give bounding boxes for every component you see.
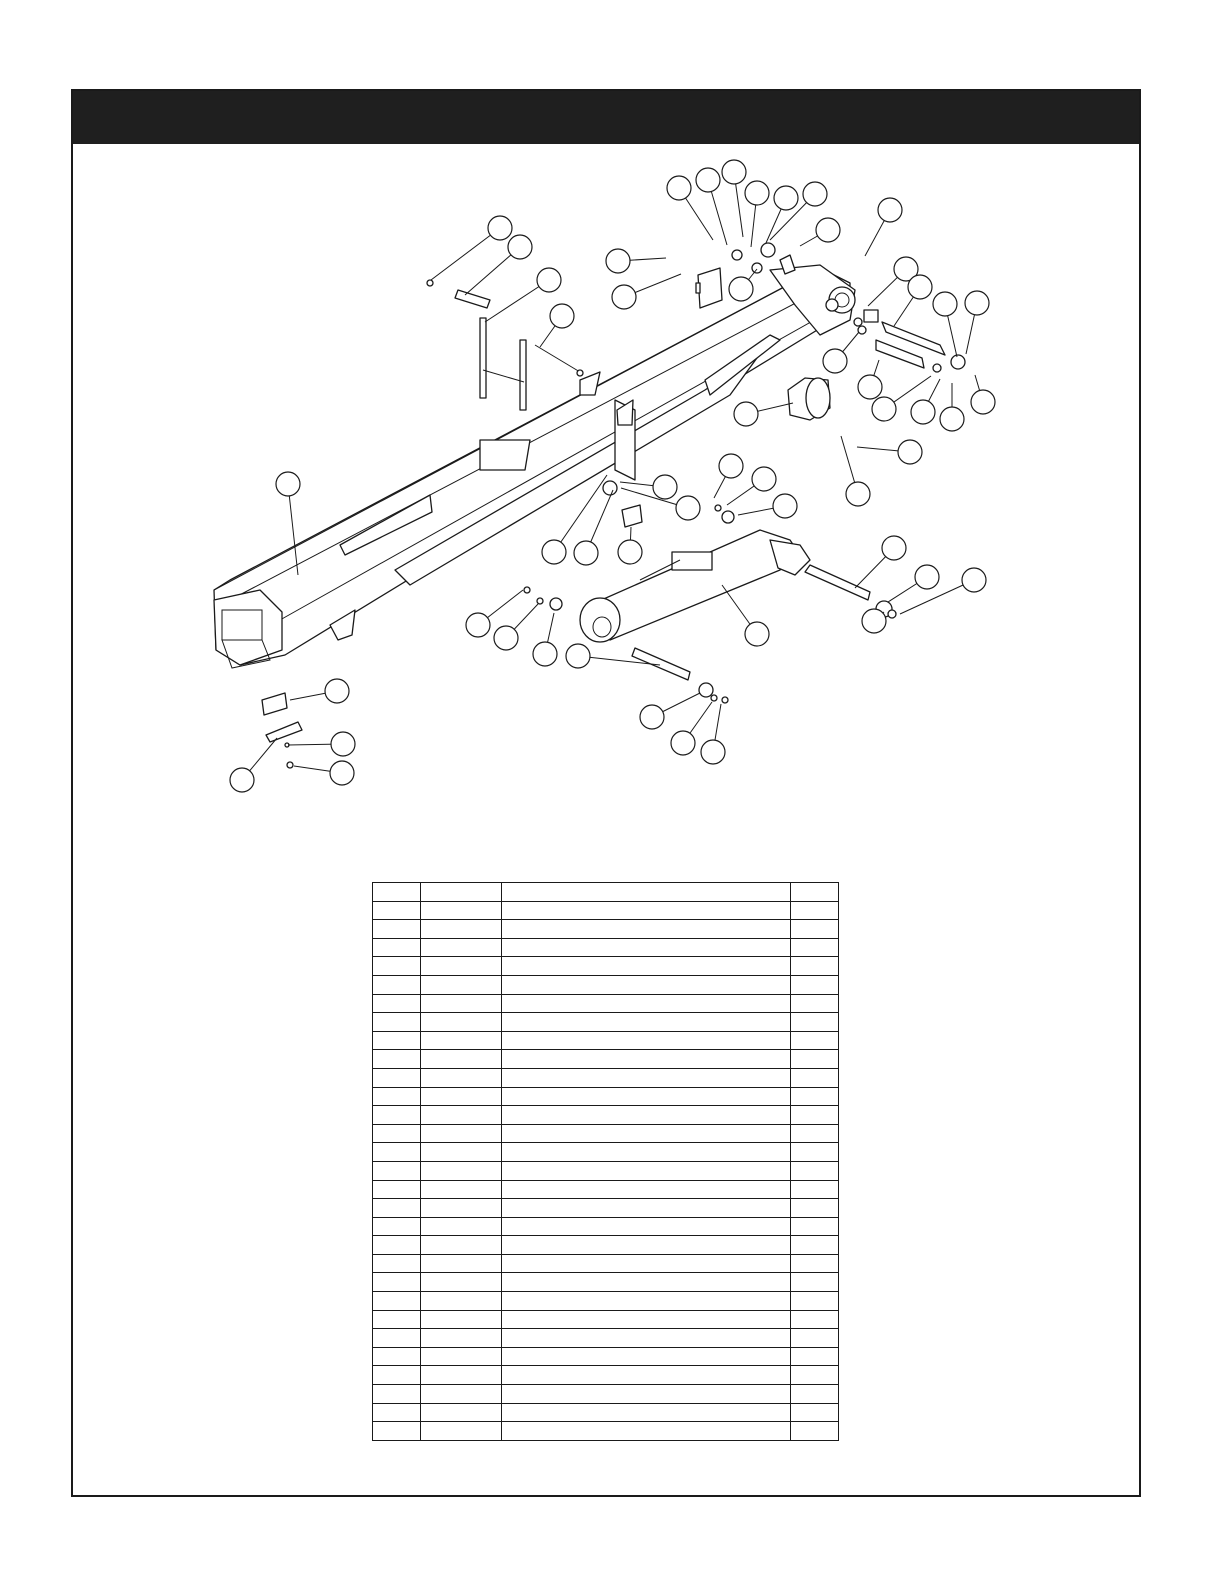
parts-list-body bbox=[373, 883, 839, 1441]
parts-table-cell bbox=[791, 1087, 839, 1106]
parts-table-cell bbox=[421, 901, 502, 920]
parts-table-cell bbox=[791, 1124, 839, 1143]
parts-table-cell bbox=[502, 1013, 791, 1032]
parts-table-row bbox=[373, 957, 839, 976]
parts-table-cell bbox=[421, 1161, 502, 1180]
parts-table-cell bbox=[791, 1217, 839, 1236]
parts-table-cell bbox=[502, 1161, 791, 1180]
parts-table-cell bbox=[373, 957, 421, 976]
parts-table-cell bbox=[373, 1031, 421, 1050]
parts-table-cell bbox=[373, 1161, 421, 1180]
parts-table-cell bbox=[373, 1143, 421, 1162]
parts-table-row bbox=[373, 1329, 839, 1348]
parts-table-cell bbox=[373, 975, 421, 994]
parts-table-cell bbox=[791, 1347, 839, 1366]
parts-table-cell bbox=[791, 920, 839, 939]
parts-table-cell bbox=[421, 1329, 502, 1348]
parts-table-row bbox=[373, 1217, 839, 1236]
parts-table-cell bbox=[373, 883, 421, 902]
parts-table-row bbox=[373, 1403, 839, 1422]
parts-table-cell bbox=[373, 1347, 421, 1366]
parts-table-cell bbox=[502, 883, 791, 902]
parts-table-row bbox=[373, 883, 839, 902]
parts-table-cell bbox=[421, 938, 502, 957]
parts-table-cell bbox=[502, 1106, 791, 1125]
parts-table-cell bbox=[373, 920, 421, 939]
parts-table-cell bbox=[373, 1199, 421, 1218]
parts-table-row bbox=[373, 1106, 839, 1125]
parts-table-cell bbox=[421, 1031, 502, 1050]
parts-table-row bbox=[373, 1143, 839, 1162]
parts-table-cell bbox=[421, 883, 502, 902]
parts-table-cell bbox=[502, 1254, 791, 1273]
parts-table-row bbox=[373, 1236, 839, 1255]
parts-table-row bbox=[373, 994, 839, 1013]
parts-list-table bbox=[372, 882, 839, 1441]
parts-table-cell bbox=[421, 1385, 502, 1404]
parts-table-cell bbox=[502, 1292, 791, 1311]
parts-table-cell bbox=[791, 1310, 839, 1329]
parts-table-row bbox=[373, 1254, 839, 1273]
hydraulic-cylinder bbox=[580, 530, 810, 642]
parts-table-cell bbox=[791, 1329, 839, 1348]
parts-table-cell bbox=[791, 975, 839, 994]
parts-table-cell bbox=[373, 1106, 421, 1125]
parts-table-cell bbox=[421, 1013, 502, 1032]
parts-table-cell bbox=[373, 1068, 421, 1087]
parts-table-cell bbox=[373, 1254, 421, 1273]
parts-table-row bbox=[373, 1422, 839, 1441]
parts-table-cell bbox=[373, 1217, 421, 1236]
parts-table-cell bbox=[502, 1273, 791, 1292]
parts-table-cell bbox=[502, 1403, 791, 1422]
parts-table-cell bbox=[791, 957, 839, 976]
parts-table-cell bbox=[502, 1385, 791, 1404]
parts-table-cell bbox=[502, 1087, 791, 1106]
parts-table-cell bbox=[791, 1106, 839, 1125]
parts-table-cell bbox=[373, 938, 421, 957]
parts-table-row bbox=[373, 1031, 839, 1050]
parts-table-cell bbox=[502, 1050, 791, 1069]
parts-table-cell bbox=[421, 1180, 502, 1199]
parts-table-row bbox=[373, 920, 839, 939]
parts-table-row bbox=[373, 1161, 839, 1180]
parts-table-row bbox=[373, 1180, 839, 1199]
parts-table-cell bbox=[502, 994, 791, 1013]
callout-balloons bbox=[230, 160, 995, 792]
parts-table-cell bbox=[502, 1199, 791, 1218]
parts-table-cell bbox=[502, 1310, 791, 1329]
parts-table-cell bbox=[791, 883, 839, 902]
parts-table-cell bbox=[373, 1180, 421, 1199]
parts-table-cell bbox=[373, 1087, 421, 1106]
parts-table-cell bbox=[373, 901, 421, 920]
parts-table-cell bbox=[791, 1385, 839, 1404]
parts-table-cell bbox=[502, 1329, 791, 1348]
parts-table-cell bbox=[791, 1068, 839, 1087]
parts-table-cell bbox=[421, 1124, 502, 1143]
parts-table-row bbox=[373, 938, 839, 957]
pin-and-bracket-group bbox=[427, 280, 583, 410]
parts-table-cell bbox=[421, 1217, 502, 1236]
parts-table-cell bbox=[421, 1310, 502, 1329]
parts-table-row bbox=[373, 1199, 839, 1218]
parts-table-cell bbox=[421, 1422, 502, 1441]
parts-table-row bbox=[373, 1347, 839, 1366]
parts-table-cell bbox=[502, 1236, 791, 1255]
parts-table-row bbox=[373, 1124, 839, 1143]
parts-table-cell bbox=[373, 1236, 421, 1255]
parts-table-row bbox=[373, 1050, 839, 1069]
parts-table-cell bbox=[421, 1347, 502, 1366]
parts-table-cell bbox=[502, 975, 791, 994]
parts-table-cell bbox=[502, 938, 791, 957]
parts-table-cell bbox=[791, 1292, 839, 1311]
parts-table-row bbox=[373, 1013, 839, 1032]
parts-table-cell bbox=[791, 1161, 839, 1180]
parts-table-cell bbox=[502, 1143, 791, 1162]
parts-table-cell bbox=[373, 1403, 421, 1422]
parts-table-cell bbox=[373, 1124, 421, 1143]
parts-table-cell bbox=[791, 1199, 839, 1218]
parts-table-cell bbox=[373, 1329, 421, 1348]
parts-table-cell bbox=[373, 1366, 421, 1385]
parts-table-cell bbox=[791, 1013, 839, 1032]
parts-table-cell bbox=[421, 1273, 502, 1292]
parts-table-cell bbox=[421, 1403, 502, 1422]
parts-table-row bbox=[373, 1366, 839, 1385]
parts-table-cell bbox=[421, 1143, 502, 1162]
parts-table-cell bbox=[502, 1031, 791, 1050]
parts-table-row bbox=[373, 901, 839, 920]
parts-table-cell bbox=[373, 994, 421, 1013]
parts-table-cell bbox=[421, 1292, 502, 1311]
parts-table-cell bbox=[791, 1403, 839, 1422]
parts-table-cell bbox=[373, 1310, 421, 1329]
parts-table-cell bbox=[421, 1068, 502, 1087]
parts-table-cell bbox=[502, 901, 791, 920]
valve-block-group bbox=[696, 268, 722, 308]
parts-table-cell bbox=[502, 1422, 791, 1441]
parts-table-cell bbox=[791, 1180, 839, 1199]
parts-table-row bbox=[373, 1068, 839, 1087]
parts-table-cell bbox=[421, 1087, 502, 1106]
parts-table-cell bbox=[421, 975, 502, 994]
parts-table-cell bbox=[421, 1236, 502, 1255]
parts-table-row bbox=[373, 1292, 839, 1311]
parts-table-cell bbox=[502, 1068, 791, 1087]
parts-table-cell bbox=[791, 1273, 839, 1292]
parts-table-row bbox=[373, 1385, 839, 1404]
parts-table-row bbox=[373, 975, 839, 994]
parts-table-cell bbox=[791, 938, 839, 957]
parts-table-row bbox=[373, 1273, 839, 1292]
parts-table-cell bbox=[421, 1199, 502, 1218]
parts-table-row bbox=[373, 1087, 839, 1106]
parts-table-row bbox=[373, 1310, 839, 1329]
parts-table-cell bbox=[373, 1422, 421, 1441]
parts-table-cell bbox=[421, 920, 502, 939]
parts-table-cell bbox=[421, 957, 502, 976]
parts-table-cell bbox=[421, 994, 502, 1013]
parts-table-cell bbox=[502, 1124, 791, 1143]
parts-table-cell bbox=[791, 1031, 839, 1050]
parts-table-cell bbox=[791, 901, 839, 920]
parts-table-cell bbox=[421, 1366, 502, 1385]
parts-table-cell bbox=[373, 1050, 421, 1069]
parts-table-cell bbox=[502, 1217, 791, 1236]
parts-table-cell bbox=[373, 1013, 421, 1032]
parts-table-cell bbox=[502, 1366, 791, 1385]
pad-group bbox=[262, 693, 302, 768]
parts-table-cell bbox=[791, 1236, 839, 1255]
parts-table-cell bbox=[421, 1050, 502, 1069]
parts-table-cell bbox=[373, 1292, 421, 1311]
parts-table-cell bbox=[502, 957, 791, 976]
parts-table-cell bbox=[791, 1366, 839, 1385]
parts-table-cell bbox=[373, 1385, 421, 1404]
parts-table-cell bbox=[791, 1143, 839, 1162]
parts-table-cell bbox=[791, 1050, 839, 1069]
parts-table-cell bbox=[502, 920, 791, 939]
round-cover-group bbox=[788, 378, 830, 420]
parts-table-cell bbox=[421, 1254, 502, 1273]
parts-table-cell bbox=[791, 1254, 839, 1273]
parts-table-cell bbox=[791, 994, 839, 1013]
parts-table-cell bbox=[373, 1273, 421, 1292]
parts-table-cell bbox=[791, 1422, 839, 1441]
parts-table-cell bbox=[502, 1180, 791, 1199]
parts-table-cell bbox=[421, 1106, 502, 1125]
parts-table-cell bbox=[502, 1347, 791, 1366]
